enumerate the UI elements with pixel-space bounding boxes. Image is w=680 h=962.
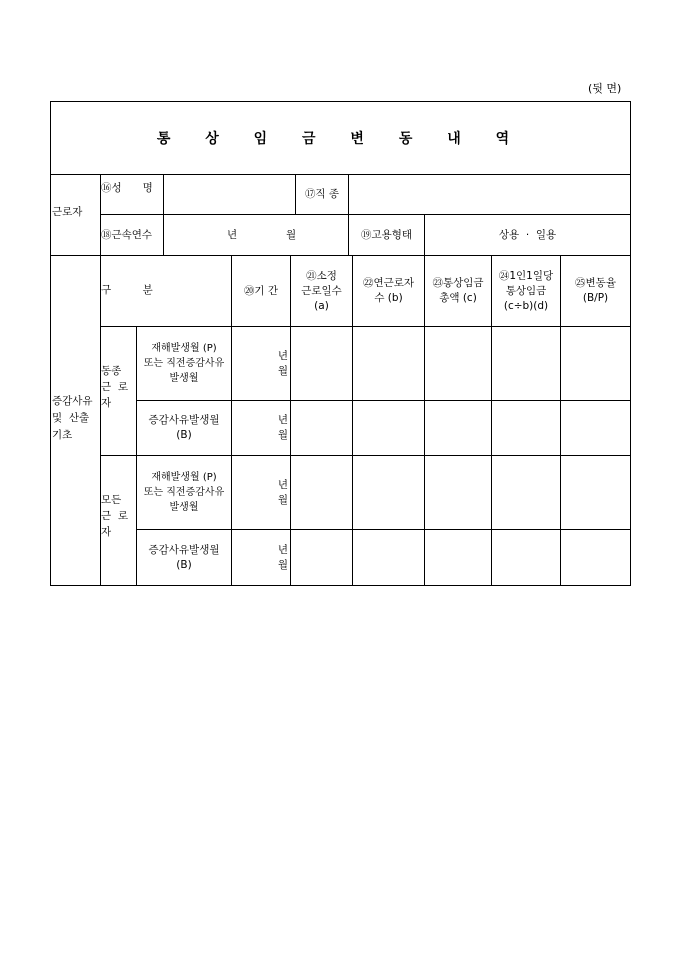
- col-total-wage-header: [425, 256, 491, 326]
- col-rate-header-line1: ㉕변동율: [575, 277, 616, 289]
- row-change-month-label-2: [137, 530, 231, 585]
- row-base-month-label: [137, 327, 231, 400]
- row-base-month-line1: 재해발생월 (P): [151, 472, 217, 483]
- col-category-header: 구 분: [101, 284, 153, 296]
- row-change-month-line2: (B): [176, 558, 192, 571]
- job-field[interactable]: [349, 175, 630, 214]
- wage-change-form: [50, 101, 631, 586]
- tenure-year-unit: 년: [227, 229, 238, 241]
- group-same-job-label: [101, 363, 136, 411]
- year-unit: 년: [277, 349, 288, 362]
- col-daily-wage-header-line2: 통상임금: [505, 284, 547, 297]
- col-total-workers-header-line2: 수 (b): [374, 292, 403, 304]
- calc-section-label-line2: 및 산출: [52, 412, 90, 424]
- month-unit: 월: [277, 364, 288, 377]
- row-change-month-line2: (B): [176, 429, 192, 441]
- row-base-month-line2: 또는 직전증감사유: [143, 487, 225, 498]
- employment-type-value[interactable]: 상용 · 일용: [498, 228, 557, 241]
- year-unit: 년: [277, 478, 288, 491]
- col-rate-header: [561, 256, 630, 326]
- name-label: ⑯성 명: [101, 182, 153, 194]
- col-daily-wage-header: [492, 256, 560, 326]
- col-period-header: ⑳기 간: [243, 284, 279, 297]
- row-change-month-period[interactable]: [232, 401, 288, 455]
- col-days-header-line1: ㉑소정: [306, 269, 337, 282]
- row-base-month-period[interactable]: [232, 327, 288, 400]
- row-change-month-line1: 증감사유발생월: [148, 543, 220, 556]
- col-total-workers-header-line1: ㉒연근로자: [362, 277, 415, 289]
- border-bottom: [50, 585, 631, 586]
- col-days-header-line3: (a): [314, 299, 329, 312]
- year-unit: 년: [277, 543, 288, 556]
- row-change-month-period-2[interactable]: [232, 530, 288, 585]
- col-daily-wage-header-line1: ㉔1인1일당: [498, 269, 554, 282]
- group-all-workers-line2: 근 로: [101, 510, 128, 522]
- month-unit: 월: [277, 429, 288, 441]
- col-total-workers-header: [353, 256, 424, 326]
- tenure-label: ⑱근속연수: [101, 229, 153, 241]
- col-days-header-line2: 근로일수: [301, 284, 342, 297]
- row-base-month-label-2: [137, 456, 231, 529]
- group-all-workers-line3: 자: [101, 526, 112, 538]
- form-title: 통 상 임 금 변 동 내 역: [156, 130, 525, 147]
- calc-section-label-line3: 기초: [52, 429, 73, 441]
- col-rate-header-line2: (B/P): [582, 292, 609, 304]
- col-daily-wage-header-line3: (c÷b)(d): [503, 299, 549, 312]
- calc-section-label: [52, 393, 100, 444]
- calc-section-label-line1: 증감사유: [52, 395, 93, 407]
- employment-label: ⑲고용형태: [360, 228, 413, 241]
- group-same-job-line2: 근 로: [101, 381, 128, 393]
- row-base-month-period-2[interactable]: [232, 456, 288, 529]
- col-total-wage-header-line1: ㉓통상임금: [432, 277, 484, 289]
- month-unit: 월: [277, 493, 288, 506]
- col-total-wage-header-line2: 총액 (c): [439, 292, 477, 304]
- job-label: ⑰직 종: [304, 188, 340, 200]
- row-change-month-line1: 증감사유발생월: [148, 414, 220, 426]
- group-all-workers-label: [101, 492, 136, 540]
- name-field[interactable]: [164, 175, 295, 214]
- group-same-job-line1: 동종: [101, 365, 122, 377]
- month-unit: 월: [277, 558, 288, 571]
- row-base-month-line2: 또는 직전증감사유: [143, 358, 225, 369]
- group-same-job-line3: 자: [101, 397, 112, 409]
- page-side-label: (뒷 면): [588, 82, 622, 95]
- row-base-month-line3: 발생월: [169, 373, 199, 384]
- row-base-month-line3: 발생월: [169, 502, 199, 513]
- year-unit: 년: [277, 414, 288, 426]
- col-days-header: [291, 256, 352, 326]
- group-all-workers-line1: 모든: [101, 494, 122, 506]
- row-base-month-line1: 재해발생월 (P): [151, 343, 217, 354]
- worker-section-label: 근로자: [52, 206, 83, 218]
- tenure-month-unit: 월: [286, 229, 297, 241]
- row-change-month-label: [137, 401, 231, 455]
